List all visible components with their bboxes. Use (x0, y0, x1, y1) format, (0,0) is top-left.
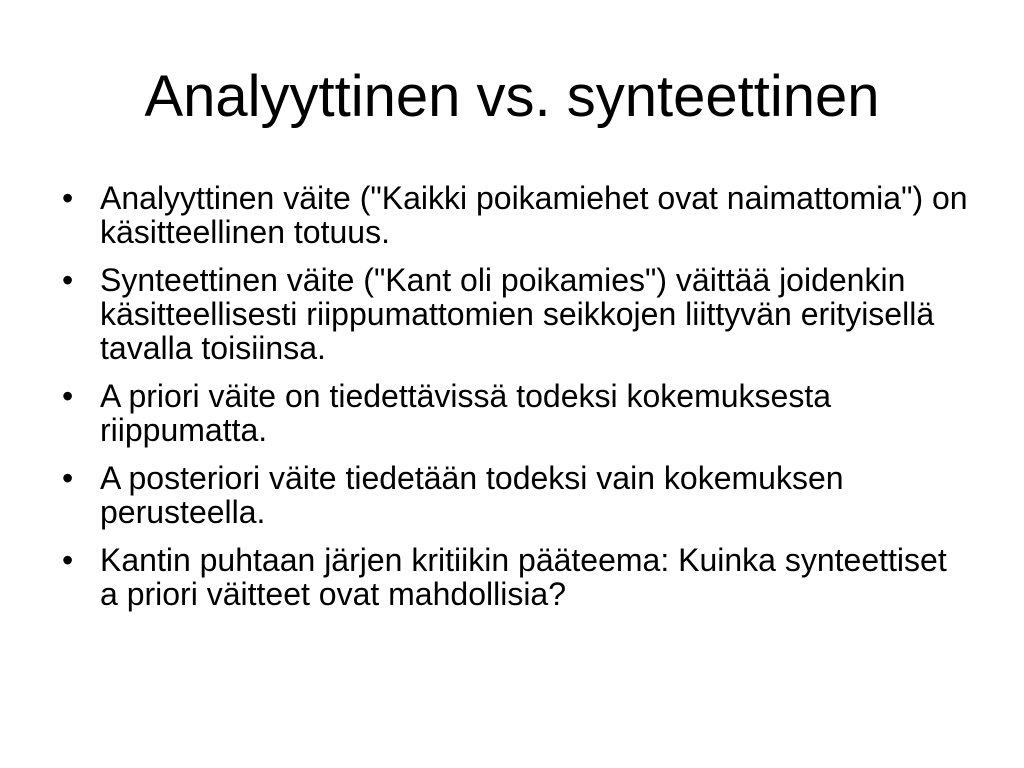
bullet-text: A priori väite on tiedettävissä todeksi kokemuksesta riippumatta. (100, 378, 832, 448)
list-item (60, 543, 970, 611)
list-item (60, 461, 970, 529)
slide-title: Analyyttinen vs. synteettinen (144, 64, 880, 129)
bullet-icon: • (62, 460, 74, 496)
bullet-icon: • (62, 262, 74, 298)
list-item (60, 379, 970, 447)
bullet-list (60, 181, 970, 625)
bullet-icon: • (62, 542, 74, 578)
bullet-text: Analyyttinen väite ("Kaikki poikamiehet ovat naimattomia") on käsitteellinen totuus. (100, 180, 968, 250)
bullet-text: Synteettinen väite ("Kant oli poikamies") väittää joidenkin käsitteellisesti riippumattomien seikkojen liittyvän erityisellä tavalla toisiinsa. (100, 262, 935, 366)
bullet-text: Kantin puhtaan järjen kritiikin pääteema: Kuinka synteettiset a priori väitteet ovat mahdollisia? (100, 542, 947, 612)
list-item (60, 181, 970, 249)
list-item (60, 263, 970, 365)
bullet-icon: • (62, 378, 74, 414)
bullet-text: A posteriori väite tiedetään todeksi vain kokemuksen perusteella. (100, 460, 844, 530)
bullet-icon: • (62, 180, 74, 216)
